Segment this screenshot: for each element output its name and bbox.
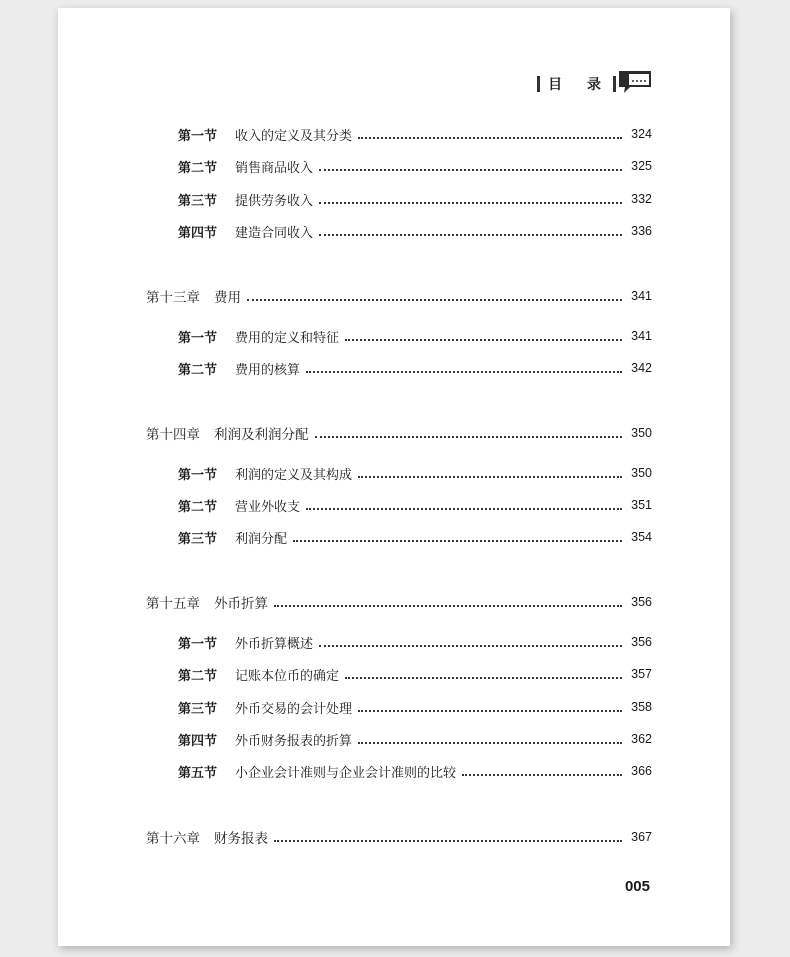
toc-entry[interactable] [178, 760, 652, 782]
entry-number: 第二节 [178, 499, 218, 515]
toc-entry[interactable] [178, 631, 652, 653]
book-page [58, 8, 730, 946]
dot-leader [358, 709, 622, 712]
entry-page: 354 [631, 530, 652, 544]
entry-page: 342 [631, 361, 652, 375]
entry-number: 第二节 [178, 668, 218, 684]
dot-leader [274, 604, 622, 607]
dot-leader [345, 676, 622, 679]
entry-page: 332 [631, 192, 652, 206]
entry-page: 341 [631, 329, 652, 343]
entry-number: 第五节 [178, 765, 218, 781]
entry-title: 外币财务报表的折算 [235, 733, 353, 749]
entry-page: 362 [631, 732, 652, 746]
entry-page: 366 [631, 764, 652, 778]
toc-chapter[interactable] [146, 826, 652, 848]
header-bar-right [613, 76, 616, 92]
entry-number: 第一节 [178, 128, 218, 144]
dot-leader [315, 435, 623, 438]
chapter-number: 第十五章 [146, 596, 200, 612]
entry-number: 第三节 [178, 701, 218, 717]
chapter-number: 第十三章 [146, 290, 200, 306]
dot-leader [319, 168, 622, 171]
entry-number: 第三节 [178, 531, 218, 547]
dot-leader [319, 233, 622, 236]
entry-page: 367 [631, 830, 652, 844]
entry-title: 销售商品收入 [235, 160, 314, 176]
toc-chapter[interactable] [146, 422, 652, 444]
entry-title: 小企业会计准则与企业会计准则的比较 [235, 765, 457, 781]
dot-leader [274, 839, 622, 842]
entry-page: 324 [631, 127, 652, 141]
entry-page: 325 [631, 159, 652, 173]
speech-bubble-icon [618, 70, 652, 98]
entry-number: 第三节 [178, 193, 218, 209]
page-header [537, 70, 652, 98]
chapter-title: 费用 [214, 290, 241, 306]
entry-title: 外币交易的会计处理 [235, 701, 353, 717]
entry-number: 第一节 [178, 330, 218, 346]
dot-leader [462, 773, 622, 776]
header-bar-left [537, 76, 540, 92]
entry-page: 357 [631, 667, 652, 681]
toc-entry[interactable] [178, 462, 652, 484]
entry-number: 第二节 [178, 362, 218, 378]
entry-title: 利润分配 [235, 531, 288, 547]
entry-title: 费用的定义和特征 [235, 330, 340, 346]
entry-page: 358 [631, 700, 652, 714]
toc-chapter[interactable] [146, 285, 652, 307]
dot-leader [358, 475, 622, 478]
entry-page: 350 [631, 466, 652, 480]
toc-entry[interactable] [178, 728, 652, 750]
entry-page: 336 [631, 224, 652, 238]
toc-entry[interactable] [178, 155, 652, 177]
chapter-title: 财务报表 [214, 831, 268, 847]
entry-page: 356 [631, 595, 652, 609]
chapter-number: 第十四章 [146, 427, 200, 443]
toc-entry[interactable] [178, 357, 652, 379]
entry-number: 第二节 [178, 160, 218, 176]
entry-title: 收入的定义及其分类 [235, 128, 353, 144]
entry-title: 提供劳务收入 [235, 193, 314, 209]
entry-number: 第一节 [178, 467, 218, 483]
entry-page: 356 [631, 635, 652, 649]
toc-entry[interactable] [178, 220, 652, 242]
dot-leader [293, 539, 622, 542]
header-title: 目 录 [548, 77, 611, 93]
chapter-title: 外币折算 [214, 596, 268, 612]
entry-page: 351 [631, 498, 652, 512]
chapter-number: 第十六章 [146, 831, 200, 847]
entry-page: 350 [631, 426, 652, 440]
entry-title: 建造合同收入 [235, 225, 314, 241]
toc-entry[interactable] [178, 188, 652, 210]
entry-title: 费用的核算 [235, 362, 301, 378]
entry-title: 利润的定义及其构成 [235, 467, 353, 483]
toc-entry[interactable] [178, 123, 652, 145]
dot-leader [247, 298, 622, 301]
entry-number: 第四节 [178, 225, 218, 241]
dot-leader [319, 644, 622, 647]
toc-entry[interactable] [178, 526, 652, 548]
dot-leader [306, 507, 622, 510]
dot-leader [358, 741, 622, 744]
dot-leader [345, 338, 622, 341]
page-folio: 005 [624, 878, 650, 895]
dot-leader [319, 201, 622, 204]
toc-entry[interactable] [178, 696, 652, 718]
toc-entry[interactable] [178, 494, 652, 516]
dot-leader [306, 370, 622, 373]
chapter-title: 利润及利润分配 [214, 427, 309, 443]
toc-entry[interactable] [178, 663, 652, 685]
entry-number: 第一节 [178, 636, 218, 652]
entry-number: 第四节 [178, 733, 218, 749]
entry-page: 341 [631, 289, 652, 303]
toc-entry[interactable] [178, 325, 652, 347]
entry-title: 记账本位币的确定 [235, 668, 340, 684]
toc-chapter[interactable] [146, 591, 652, 613]
entry-title: 营业外收支 [235, 499, 301, 515]
entry-title: 外币折算概述 [235, 636, 314, 652]
dot-leader [358, 136, 622, 139]
